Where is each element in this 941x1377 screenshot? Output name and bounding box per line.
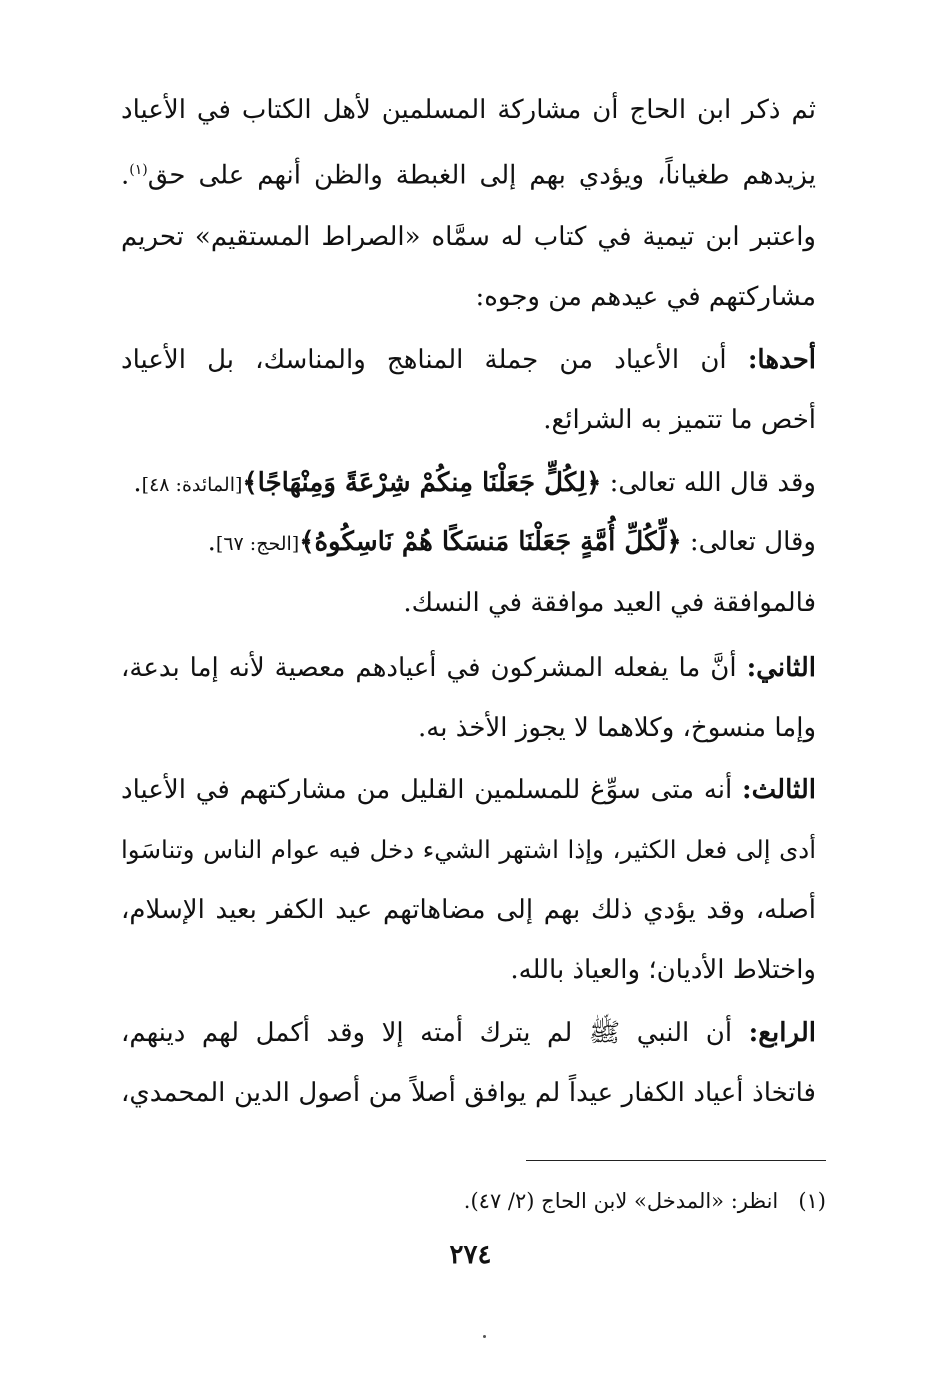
text-line [121, 463, 816, 505]
quran-verse: ﴿لِكُلٍّ جَعَلْنَا مِنكُمْ شِرْعَةً وَمِنْهَاجًا﴾ [242, 468, 602, 498]
text-line [121, 770, 816, 810]
text-line [121, 522, 816, 564]
point-heading: الثالث: [742, 775, 816, 805]
quran-verse: ﴿لِّكُلِّ أُمَّةٍ جَعَلْنَا مَنسَكًا هُمْ نَاسِكُوهُ﴾ [299, 527, 682, 557]
text-line: واعتبر ابن تيمية في كتاب له سمَّاه «الصراط المستقيم» تحريم [121, 222, 816, 252]
text-line: وإما منسوخ، وكلاهما لا يجوز الأخذ به. [418, 713, 816, 743]
text-line [121, 1013, 816, 1053]
text-run: . [207, 527, 216, 557]
footnote-number: (١) [798, 1189, 826, 1213]
footnote [126, 1186, 826, 1216]
text-line: فاتخاذ أعياد الكفار عيداً لم يوافق أصلاً من أصول الدين المحمدي، [121, 1078, 816, 1108]
text-line [121, 340, 816, 380]
text-run: أنَّ ما يفعله المشركون في أعيادهم معصية لأنه إما بدعة، [121, 653, 737, 683]
text-line: أدى إلى فعل الكثير، وإذا اشتهر الشيء دخل فيه عوام الناس وتناسَوا [121, 835, 816, 864]
text-run: أنه متى سوِّغ للمسلمين القليل من مشاركتهم في الأعياد [121, 775, 733, 805]
text-line: أصله، وقد يؤدي ذلك بهم إلى مضاهاتهم عيد الكفر بعيد الإسلام، [121, 895, 816, 925]
point-heading: الثاني: [746, 653, 816, 683]
text-run: يزيدهم طغياناً، ويؤدي بهم إلى الغبطة والظن أنهم على حق [147, 160, 816, 191]
text-line: ثم ذكر ابن الحاج أن مشاركة المسلمين لأهل الكتاب في الأعياد [121, 95, 816, 125]
text-run: أن الأعياد من جملة المناهج والمناسك، بل الأعياد [121, 345, 727, 375]
point-heading: أحدها: [747, 345, 816, 375]
text-line: أخص ما تتميز به الشرائع. [543, 405, 816, 435]
text-run: أن النبي ﷺ لم يترك أمته إلا وقد أكمل لهم دينهم، [121, 1018, 733, 1048]
point-heading: الرابع: [748, 1018, 816, 1048]
text-line: مشاركتهم في عيدهم من وجوه: [475, 282, 816, 312]
footnote-text: انظر: «المدخل» لابن الحاج (٢/ ٤٧). [463, 1189, 779, 1213]
footnote-divider [526, 1160, 826, 1161]
speck-mark [483, 1335, 486, 1338]
text-line: فالموافقة في العيد موافقة في النسك. [403, 588, 816, 618]
text-line [121, 648, 816, 688]
page-number: ٢٧٤ [449, 1240, 492, 1270]
verse-reference: [الحج: ٦٧] [215, 533, 300, 555]
text-run: . [121, 160, 130, 191]
text-run: وقال تعالى: [689, 527, 816, 557]
verse-reference: [المائدة: ٤٨] [141, 474, 243, 496]
text-run: . [133, 468, 142, 498]
footnote-marker: (١) [129, 162, 148, 178]
text-line: واختلاط الأديان؛ والعياذ بالله. [510, 955, 816, 985]
text-run: وقد قال الله تعالى: [609, 468, 816, 498]
text-line [121, 150, 816, 196]
